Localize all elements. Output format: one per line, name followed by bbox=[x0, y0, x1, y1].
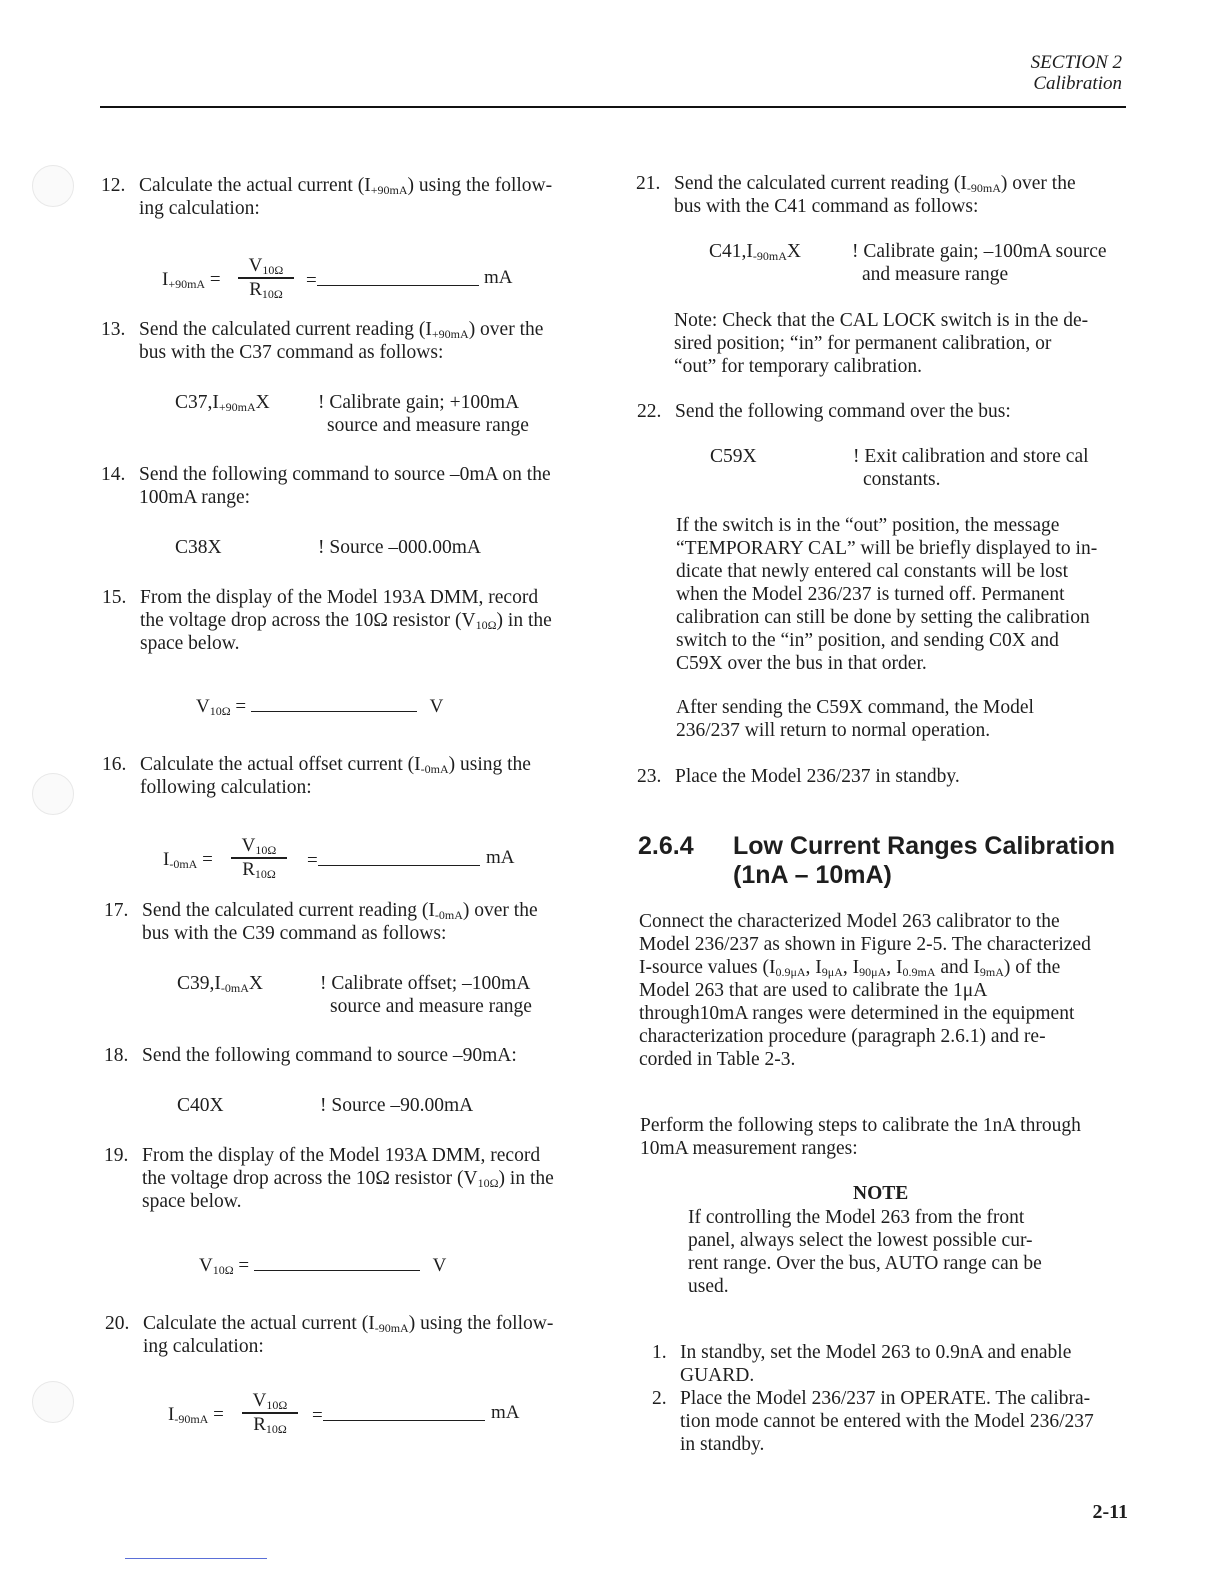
step-21: 21. Send the calculated current reading $(I_{-90mA})$ over the bus with the C41 command as follows: bbox=[636, 173, 1076, 217]
step-12: 12. Calculate the actual current $(I_{+90mA})$ using the follow- ing calculation: bbox=[101, 175, 553, 219]
comment-c38: ! Source –000.00mA bbox=[318, 537, 482, 558]
equation-i-plus90ma: $I_{+90mA}$ = $V_{10\Omega}$ $R_{10\Omega}$ = mA bbox=[162, 255, 513, 301]
temporary-cal-paragraph: If the switch is in the “out” position, the message “TEMPORARY CAL” will be briefly displayed to in- dicate that newly entered cal constants will be lost when the Model 236/237 is turned off. Permanent calibration can still be done by setting the calibration switch to the “in” position, and sending C0X and C59X over the bus in that order. bbox=[676, 515, 1098, 674]
step-18: 18. Send the following command to source –90mA: bbox=[104, 1045, 517, 1066]
step-19: 19. From the display of the Model 193A DMM, record the voltage drop across the 10Ω resistor $(V_{10\Omega})$ in the space below. bbox=[104, 1145, 554, 1212]
step-17: 17. Send the calculated current reading $(I_{-0mA})$ over the bus with the C39 command as follows: bbox=[104, 900, 538, 944]
command-c40: C40X bbox=[177, 1095, 224, 1116]
command-c41: $C41,I_{-90mA}X$ bbox=[709, 241, 801, 263]
step-22: 22. Send the following command over the bus: bbox=[637, 401, 1011, 422]
step-2: 2. Place the Model 236/237 in OPERATE. The calibra- tion mode cannot be entered with the Model 236/237 in standby. bbox=[652, 1388, 1094, 1455]
answer-blank[interactable] bbox=[251, 695, 417, 712]
equation-i-minus90ma: $I_{-90mA}$ = $V_{10\Omega}$ $R_{10\Omega}$ = mA bbox=[168, 1390, 520, 1436]
section-heading: Low Current Ranges Calibration (1nA – 10mA) bbox=[733, 832, 1115, 889]
command-c59: C59X bbox=[710, 446, 757, 467]
command-c37: $C37,I_{+90mA}X$ bbox=[175, 392, 270, 414]
comment-c40: ! Source –90.00mA bbox=[320, 1095, 474, 1116]
section-label: SECTION 2 bbox=[1030, 52, 1122, 73]
comment-c41: ! Calibrate gain; –100mA source and measure range bbox=[852, 241, 1107, 285]
step-14: 14. Send the following command to source –0mA on the 100mA range: bbox=[101, 464, 551, 508]
command-c39: $C39,I_{-0mA}X$ bbox=[177, 973, 263, 995]
voltage-entry-15: $V_{10\Omega} = V$ bbox=[196, 696, 444, 718]
step-23: 23. Place the Model 236/237 in standby. bbox=[637, 766, 960, 787]
step-20: 20. Calculate the actual current $(I_{-90mA})$ using the follow- ing calculation: bbox=[105, 1313, 554, 1357]
note-title: NOTE bbox=[853, 1183, 909, 1204]
answer-blank[interactable] bbox=[323, 1404, 485, 1421]
connect-calibrator-paragraph: Connect the characterized Model 263 calibrator to the Model 236/237 as shown in Figure 2-5. The characterized I-source values ($I_{0.9\mu A}$, $I_{9\mu A}$, $I_{90\mu A}$, $I_{0.9mA}$ and $I_{9mA}$) of the Model 263 that are used to calibrate the 1μA through10mA ranges were determined in the equipment characterization procedure (paragraph 2.6.1) and re- corded in Table 2-3. bbox=[639, 911, 1091, 1070]
page-number: 2-11 bbox=[1092, 1501, 1128, 1523]
perform-steps-paragraph: Perform the following steps to calibrate the 1nA through 10mA measurement ranges: bbox=[640, 1115, 1081, 1159]
comment-c39: ! Calibrate offset; –100mA source and measure range bbox=[320, 973, 532, 1017]
comment-c37: ! Calibrate gain; +100mA source and measure range bbox=[318, 392, 529, 436]
command-c38: C38X bbox=[175, 537, 222, 558]
bottom-rule bbox=[125, 1558, 267, 1559]
step-15: 15. From the display of the Model 193A DMM, record the voltage drop across the 10Ω resistor $(V_{10\Omega})$ in the space below. bbox=[102, 587, 552, 654]
step-16: 16. Calculate the actual offset current $(I_{-0mA})$ using the following calculation: bbox=[102, 754, 531, 798]
note-body: If controlling the Model 263 from the front panel, always select the lowest possible cur- rent range. Over the bus, AUTO range can be used. bbox=[688, 1207, 1042, 1297]
answer-blank[interactable] bbox=[254, 1254, 420, 1271]
equation-i-0ma: $I_{-0mA}$ = $V_{10\Omega}$ $R_{10\Omega}$ = mA bbox=[163, 835, 515, 881]
binder-hole bbox=[32, 773, 74, 815]
voltage-entry-19: $V_{10\Omega} = V$ bbox=[199, 1255, 447, 1277]
comment-c59: ! Exit calibration and store cal constants. bbox=[853, 446, 1089, 490]
after-c59x-paragraph: After sending the C59X command, the Model 236/237 will return to normal operation. bbox=[676, 697, 1034, 741]
header-rule bbox=[100, 106, 1126, 108]
answer-blank[interactable] bbox=[317, 269, 479, 286]
step-1: 1. In standby, set the Model 263 to 0.9nA and enable GUARD. bbox=[652, 1342, 1072, 1386]
section-number: 2.6.4 bbox=[638, 832, 694, 860]
binder-hole bbox=[32, 165, 74, 207]
answer-blank[interactable] bbox=[318, 849, 480, 866]
section-title: Calibration bbox=[1033, 73, 1122, 94]
binder-hole bbox=[32, 1381, 74, 1423]
cal-lock-note: Note: Check that the CAL LOCK switch is in the de- sired position; “in” for permanent calibration, or “out” for temporary calibration. bbox=[674, 310, 1089, 377]
step-13: 13. Send the calculated current reading $(I_{+90mA})$ over the bus with the C37 command as follows: bbox=[101, 319, 544, 363]
